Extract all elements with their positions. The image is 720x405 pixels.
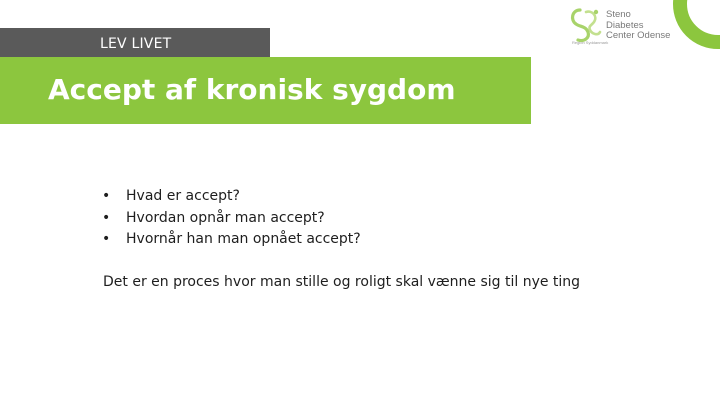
list-item [102, 229, 361, 251]
logo-line: Diabetes [606, 19, 644, 31]
corner-ring-decoration [660, 0, 720, 56]
statement-text: Det er en proces hvor man stille og roligt skal vænne sig til nye ting [103, 274, 581, 290]
list-item-text: Hvornår han man opnået accept? [126, 231, 361, 247]
logo-tagline: Region Syddanmark [572, 40, 609, 45]
bullet-icon: • [102, 209, 111, 226]
logo-line: Center Odense [606, 30, 671, 41]
list-item-text: Hvad er accept? [126, 188, 240, 204]
logo-line: Steno [606, 9, 631, 20]
category-label: LEV LIVET [100, 36, 172, 52]
bullet-icon: • [102, 188, 111, 204]
question-list [102, 186, 361, 251]
slide-title: Accept af kronisk sygdom [48, 73, 456, 106]
list-item [102, 208, 361, 230]
list-item-text: Hvordan opnår man accept? [126, 209, 325, 226]
bullet-icon: • [102, 231, 111, 247]
list-item [102, 186, 361, 208]
